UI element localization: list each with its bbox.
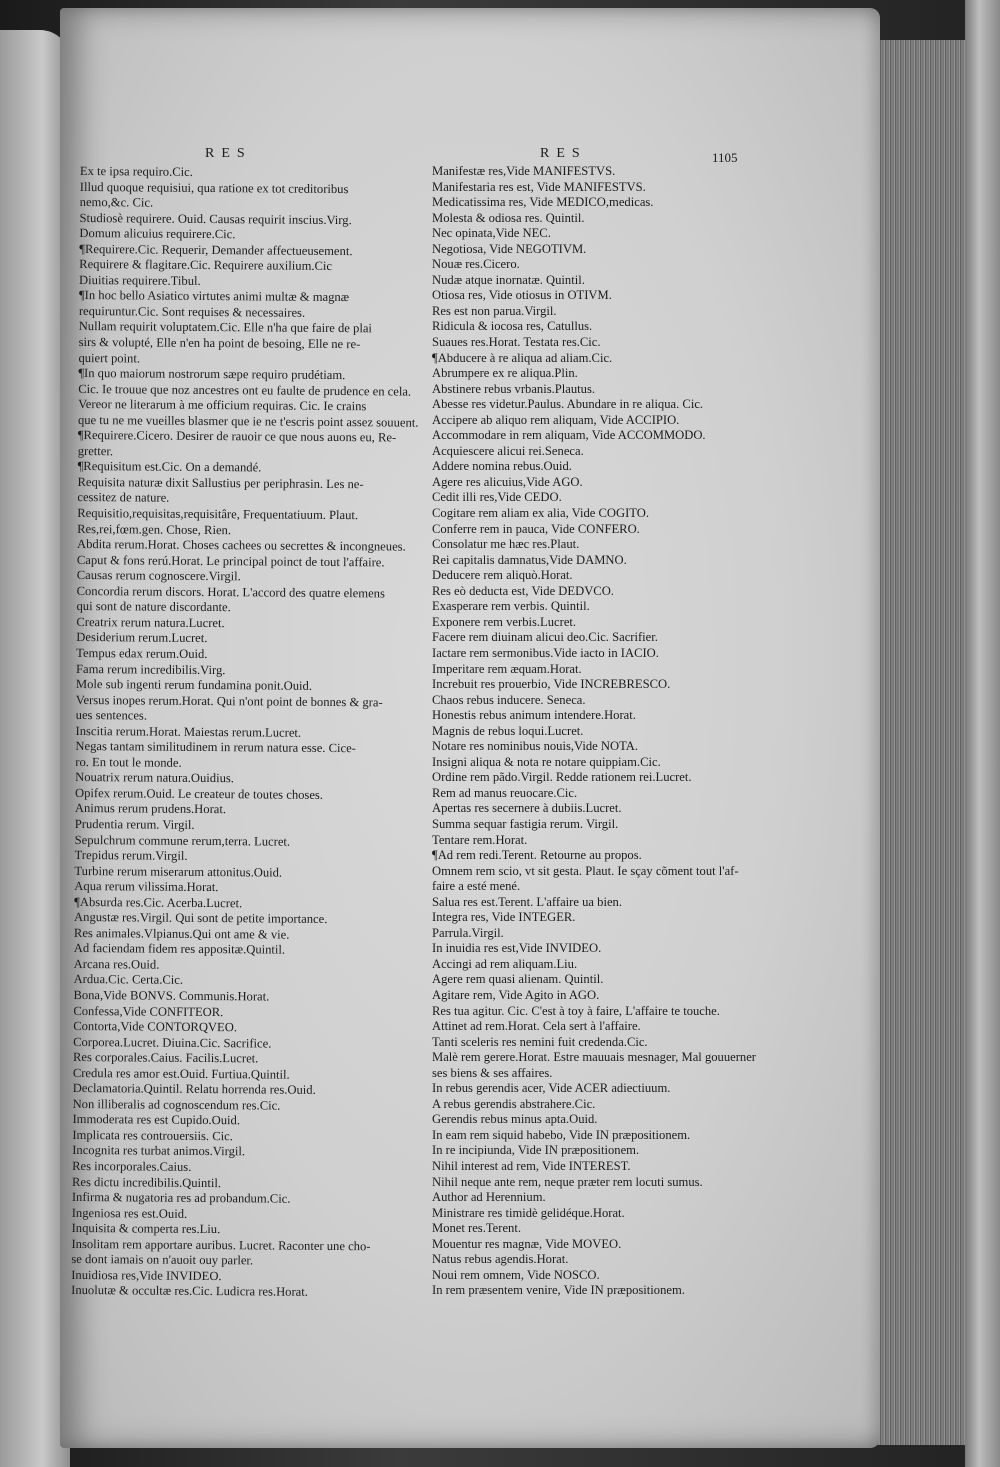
dictionary-line: Otiosa res, Vide otiosus in OTIVM. — [432, 288, 612, 303]
dictionary-line: Rem ad manus reuocare.Cic. — [432, 785, 578, 800]
dictionary-line: Tanti sceleris res nemini fuit credenda.Cic. — [432, 1034, 648, 1049]
dictionary-line: Ministrare res timidè gelidéque.Horat. — [432, 1205, 625, 1220]
dictionary-line: Res dictu incredibilis.Quintil. — [71, 1174, 222, 1190]
dictionary-line: A rebus gerendis abstrahere.Cic. — [432, 1096, 596, 1111]
dictionary-line: Diuitias requirere.Tibul. — [79, 272, 201, 288]
dictionary-line: Malè rem gerere.Horat. Estre mauuais mesnager, Mal gouuerner — [432, 1050, 756, 1065]
dictionary-line: Exasperare rem verbis. Quintil. — [432, 599, 590, 614]
dictionary-line: Opifex rerum.Ouid. Le createur de toutes choses. — [75, 785, 324, 802]
dictionary-line: qui sont de nature discordante. — [76, 599, 231, 615]
dictionary-line: quiert point. — [78, 350, 141, 366]
dictionary-line: Ordine rem pãdo.Virgil. Redde rationem rei.Lucret. — [432, 770, 692, 785]
dictionary-line: Insolitam rem apportare auribus. Lucret. Raconter une cho- — [71, 1236, 371, 1254]
dictionary-line: que tu ne me vueilles blasmer que ie ne t'escris point assez souuent. — [77, 412, 419, 430]
dictionary-line: Illud quoque requisiui, qua ratione ex tot creditoribus — [79, 179, 349, 196]
running-title-left: RES — [205, 146, 252, 161]
dictionary-line: ses biens & ses affaires. — [432, 1065, 553, 1080]
dictionary-line: Concordia rerum discors. Horat. L'accord des quatre elemens — [76, 583, 385, 601]
dictionary-line: Inuidiosa res,Vide INVIDEO. — [71, 1267, 222, 1283]
running-title-right: RES — [540, 146, 587, 161]
dictionary-line: Suaues res.Horat. Testata res.Cic. — [432, 335, 601, 350]
dictionary-line: Accommodare in rem aliquam, Vide ACCOMMODO. — [432, 428, 706, 443]
dictionary-line: Studiosè requirere. Ouid. Causas requirit inscius.Virg. — [79, 210, 352, 227]
dictionary-line: sirs & volupté, Elle n'en ha point de besoing, Elle ne re- — [78, 335, 361, 352]
dictionary-line: Nouæ res.Cicero. — [432, 257, 520, 272]
dictionary-line: Abstinere rebus vrbanis.Plautus. — [432, 381, 595, 396]
dictionary-line: In re incipiunda, Vide IN præpositionem. — [432, 1143, 640, 1158]
dictionary-line: Vereor ne literarum à me officium requiras. Cic. Ie crains — [78, 397, 367, 414]
dictionary-line: Res animales.Vlpianus.Qui ont ame & vie. — [73, 925, 290, 942]
dictionary-line: Rei capitalis damnatus,Vide DAMNO. — [432, 552, 627, 567]
dictionary-line: ¶Requirere.Cicero. Desirer de rauoir ce que nous auons eu, Re- — [77, 428, 397, 445]
dictionary-line: Credula res amor est.Ouid. Furtiua.Quintil. — [72, 1065, 290, 1082]
dictionary-line: Ardua.Cic. Certa.Cic. — [73, 972, 184, 988]
dictionary-line: In inuidia res est,Vide INVIDEO. — [432, 941, 602, 956]
dictionary-line: Res corporales.Caius. Facilis.Lucret. — [72, 1050, 259, 1066]
dictionary-line: Fama rerum incredibilis.Virg. — [75, 661, 226, 677]
dictionary-line: Res tua agitur. Cic. C'est à toy à faire, L'affaire te touche. — [432, 1003, 720, 1018]
dictionary-line: Conferre rem in pauca, Vide CONFERO. — [432, 521, 640, 536]
dictionary-line: ¶In quo maiorum nostrorum sæpe requiro prudétiam. — [78, 366, 346, 383]
dictionary-line: Gerendis rebus minus apta.Ouid. — [432, 1112, 598, 1127]
dictionary-line: Inscitia rerum.Horat. Maiestas rerum.Lucret. — [75, 723, 302, 740]
dictionary-line: Accingi ad rem aliquam.Liu. — [432, 956, 578, 971]
dictionary-line: Tentare rem.Horat. — [432, 832, 528, 847]
dictionary-line: nemo,&c. Cic. — [79, 195, 154, 210]
dictionary-line: faire a esté mené. — [432, 879, 521, 894]
dictionary-line: Summa sequar fastigia rerum. Virgil. — [432, 816, 619, 831]
dictionary-line: Bona,Vide BONVS. Communis.Horat. — [73, 987, 270, 1004]
dictionary-line: Immoderata res est Cupido.Ouid. — [72, 1112, 241, 1128]
dictionary-line: Nec opinata,Vide NEC. — [432, 226, 551, 241]
dictionary-line: Prudentia rerum. Virgil. — [74, 816, 195, 832]
dictionary-line: Ridicula & iocosa res, Catullus. — [432, 319, 593, 334]
dictionary-line: Exponere rem verbis.Lucret. — [432, 614, 577, 629]
dictionary-line: Sepulchrum commune rerum,terra. Lucret. — [74, 832, 291, 849]
dictionary-line: Incognita res turbat animos.Virgil. — [72, 1143, 246, 1159]
dictionary-line: Animus rerum prudens.Horat. — [74, 801, 227, 817]
dictionary-line: Corporea.Lucret. Diuina.Cic. Sacrifice. — [73, 1034, 272, 1051]
dictionary-line: In rem præsentem venire, Vide IN præpositionem. — [432, 1283, 685, 1298]
dictionary-line: Inuolutæ & occultæ res.Cic. Ludicra res.Horat. — [71, 1283, 308, 1300]
dictionary-line: Res incorporales.Caius. — [72, 1158, 192, 1174]
dictionary-line: Molesta & odiosa res. Quintil. — [432, 210, 585, 225]
dictionary-line: ¶Absurda res.Cic. Acerba.Lucret. — [74, 894, 243, 910]
dictionary-line: Turbine rerum miserarum attonitus.Ouid. — [74, 863, 283, 880]
dictionary-line: Nihil interest ad rem, Vide INTEREST. — [432, 1159, 631, 1173]
dictionary-line: Tempus edax rerum.Ouid. — [76, 645, 208, 661]
dictionary-line: se dont iamais on n'auoit ouy parler. — [71, 1252, 254, 1268]
dictionary-line: Consolatur me hæc res.Plaut. — [432, 537, 580, 552]
dictionary-line: Manifestæ res,Vide MANIFESTVS. — [432, 164, 616, 178]
dictionary-line: cessitez de nature. — [77, 490, 170, 506]
dictionary-line: Addere nomina rebus.Ouid. — [432, 459, 572, 474]
dictionary-line: Nudæ atque inornatæ. Quintil. — [432, 272, 585, 287]
dictionary-line: Cedit illi res,Vide CEDO. — [432, 490, 562, 505]
dictionary-line: Insigni aliqua & nota re notare quippiam.Cic. — [432, 754, 661, 769]
right-column — [432, 164, 777, 1299]
dictionary-line: In eam rem siquid habebo, Vide IN præpositionem. — [432, 1127, 691, 1142]
dictionary-line: Imperitare rem æquam.Horat. — [432, 661, 582, 676]
dictionary-line: Confessa,Vide CONFITEOR. — [73, 1003, 224, 1019]
dictionary-line: Abrumpere ex re aliqua.Plin. — [432, 366, 578, 381]
book-binding — [965, 0, 1000, 1467]
dictionary-line: ro. En tout le monde. — [75, 754, 182, 770]
dictionary-line: Apertas res secernere à dubiis.Lucret. — [432, 801, 622, 816]
dictionary-line: Infirma & nugatoria res ad probandum.Cic. — [71, 1190, 291, 1206]
dictionary-line: Ex te ipsa requiro.Cic. — [79, 164, 193, 179]
dictionary-line: Agere rem quasi alienam. Quintil. — [432, 972, 604, 987]
dictionary-line: Iactare rem sermonibus.Vide iacto in IACIO. — [432, 645, 659, 660]
dictionary-line: Desiderium rerum.Lucret. — [76, 630, 208, 646]
dictionary-line: Caput & fons rerú.Horat. Le principal poinct de tout l'affaire. — [76, 552, 385, 570]
dictionary-line: Nullam requirit voluptatem.Cic. Elle n'ha que faire de plai — [78, 319, 373, 336]
dictionary-line: Negotiosa, Vide NEGOTIVM. — [432, 241, 587, 256]
dictionary-line: Implicata res controuersiis. Cic. — [72, 1127, 233, 1144]
dictionary-line: Medicatissima res, Vide MEDICO,medicas. — [432, 195, 654, 210]
dictionary-line: Author ad Herennium. — [432, 1190, 546, 1205]
dictionary-line: Omnem rem scio, vt sit gesta. Plaut. Ie sçay cõment tout l'af- — [432, 863, 739, 878]
dictionary-line: Nihil neque ante rem, neque præter rem locuti sumus. — [432, 1174, 703, 1189]
dictionary-line: Cogitare rem aliam ex alia, Vide COGITO. — [432, 506, 650, 521]
dictionary-line: Res est non parua.Virgil. — [432, 303, 557, 318]
dictionary-line: Domum alicuius requirere.Cic. — [79, 226, 236, 242]
dictionary-line: Parrula.Virgil. — [432, 925, 504, 940]
dictionary-line: Non illiberalis ad cognoscendum res.Cic. — [72, 1096, 281, 1113]
dictionary-line: Notare res nominibus nouis,Vide NOTA. — [432, 739, 639, 754]
dictionary-line: Agere res alicuius,Vide AGO. — [432, 474, 583, 489]
dictionary-line: Abesse res videtur.Paulus. Abundare in re aliqua. Cic. — [432, 397, 704, 412]
dictionary-line: Facere rem diuinam alicui deo.Cic. Sacrifier. — [432, 630, 658, 645]
dictionary-line: Increbuit res prouerbio, Vide INCREBRESCO. — [432, 677, 671, 692]
dictionary-line: ues sentences. — [75, 708, 148, 723]
dictionary-line: Acquiescere alicui rei.Seneca. — [432, 443, 584, 458]
dictionary-line: Integra res, Vide INTEGER. — [432, 910, 576, 925]
dictionary-line: Manifestaria res est, Vide MANIFESTVS. — [432, 179, 646, 194]
dictionary-line: Mouentur res magnæ, Vide MOVEO. — [432, 1236, 622, 1251]
dictionary-line: Nouatrix rerum natura.Ouidius. — [75, 770, 235, 786]
dictionary-line: Requirere & flagitare.Cic. Requirere auxilium.Cic — [79, 257, 333, 274]
dictionary-line: Res eò deducta est, Vide DEDVCO. — [432, 583, 614, 598]
dictionary-line: Chaos rebus inducere. Seneca. — [432, 692, 586, 707]
dictionary-line: ¶Requisitum est.Cic. On a demandé. — [77, 459, 262, 475]
dictionary-line: Trepidus rerum.Virgil. — [74, 848, 188, 863]
dictionary-line: Mole sub ingenti rerum fundamina ponit.Ouid. — [75, 677, 313, 693]
dictionary-line: Accipere ab aliquo rem aliquam, Vide ACCIPIO. — [432, 412, 680, 427]
dictionary-line: Ingeniosa res est.Ouid. — [71, 1205, 188, 1221]
dictionary-line: Creatrix rerum natura.Lucret. — [76, 614, 225, 631]
dictionary-line: Ad faciendam fidem res appositæ.Quintil. — [73, 941, 286, 957]
dictionary-line: ¶In hoc bello Asiatico virtutes animi multæ & magnæ — [78, 288, 350, 305]
dictionary-line: Requisita naturæ dixit Sallustius per periphrasin. Les ne- — [77, 474, 364, 492]
dictionary-line: Contorta,Vide CONTORQVEO. — [73, 1019, 238, 1035]
dictionary-line: Declamatoria.Quintil. Relatu horrenda res.Ouid. — [72, 1081, 316, 1098]
dictionary-line: Attinet ad rem.Horat. Cela sert à l'affaire. — [432, 1019, 641, 1034]
dictionary-line: requiruntur.Cic. Sont requises & necessaires. — [78, 303, 306, 320]
left-column — [71, 164, 430, 1302]
dictionary-line: ¶Abducere à re aliqua ad aliam.Cic. — [432, 350, 613, 365]
dictionary-line: Requisitio,requisitas,requisitâre, Frequentatiuum. Plaut. — [77, 506, 359, 523]
dictionary-line: In rebus gerendis acer, Vide ACER adiectiuum. — [432, 1081, 671, 1096]
dictionary-line: Versus inopes rerum.Horat. Qui n'ont point de bonnes & gra- — [75, 692, 383, 709]
dictionary-line: Natus rebus agendis.Horat. — [432, 1252, 569, 1267]
dictionary-line: Negas tantam similitudinem in rerum natura esse. Cice- — [75, 739, 356, 756]
dictionary-line: Res,rei,fœm.gen. Chose, Rien. — [77, 521, 232, 537]
dictionary-line: ¶Requirere.Cic. Requerir, Demander affectueusement. — [79, 241, 353, 258]
dictionary-line: gretter. — [77, 443, 114, 459]
dictionary-line: Causas rerum cognoscere.Virgil. — [76, 568, 241, 584]
dictionary-line: Deducere rem aliquò.Horat. — [432, 568, 573, 583]
dictionary-line: Honestis rebus animum intendere.Horat. — [432, 708, 636, 723]
dictionary-line: Agitare rem, Vide Agito in AGO. — [432, 987, 600, 1002]
dictionary-line: Noui rem omnem, Vide NOSCO. — [432, 1267, 600, 1282]
dictionary-line: Inquisita & comperta res.Liu. — [71, 1221, 221, 1237]
dictionary-line: Abdita rerum.Horat. Choses cachees ou secrettes & incongneues. — [76, 537, 406, 554]
dictionary-line: Arcana res.Ouid. — [73, 956, 160, 972]
dictionary-line: Angustæ res.Virgil. Qui sont de petite importance. — [74, 910, 328, 927]
dictionary-line: Cic. Ie trouue que noz ancestres ont eu faulte de prudence en cela. — [78, 381, 412, 399]
dictionary-line: Monet res.Terent. — [432, 1221, 521, 1236]
dictionary-line: Magnis de rebus loqui.Lucret. — [432, 723, 584, 738]
dictionary-line: ¶Ad rem redi.Terent. Retourne au propos. — [432, 848, 642, 863]
dictionary-line: Aqua rerum vilissima.Horat. — [74, 879, 219, 895]
page-number: 1105 — [712, 150, 738, 165]
dictionary-line: Salua res est.Terent. L'affaire ua bien. — [432, 894, 622, 909]
